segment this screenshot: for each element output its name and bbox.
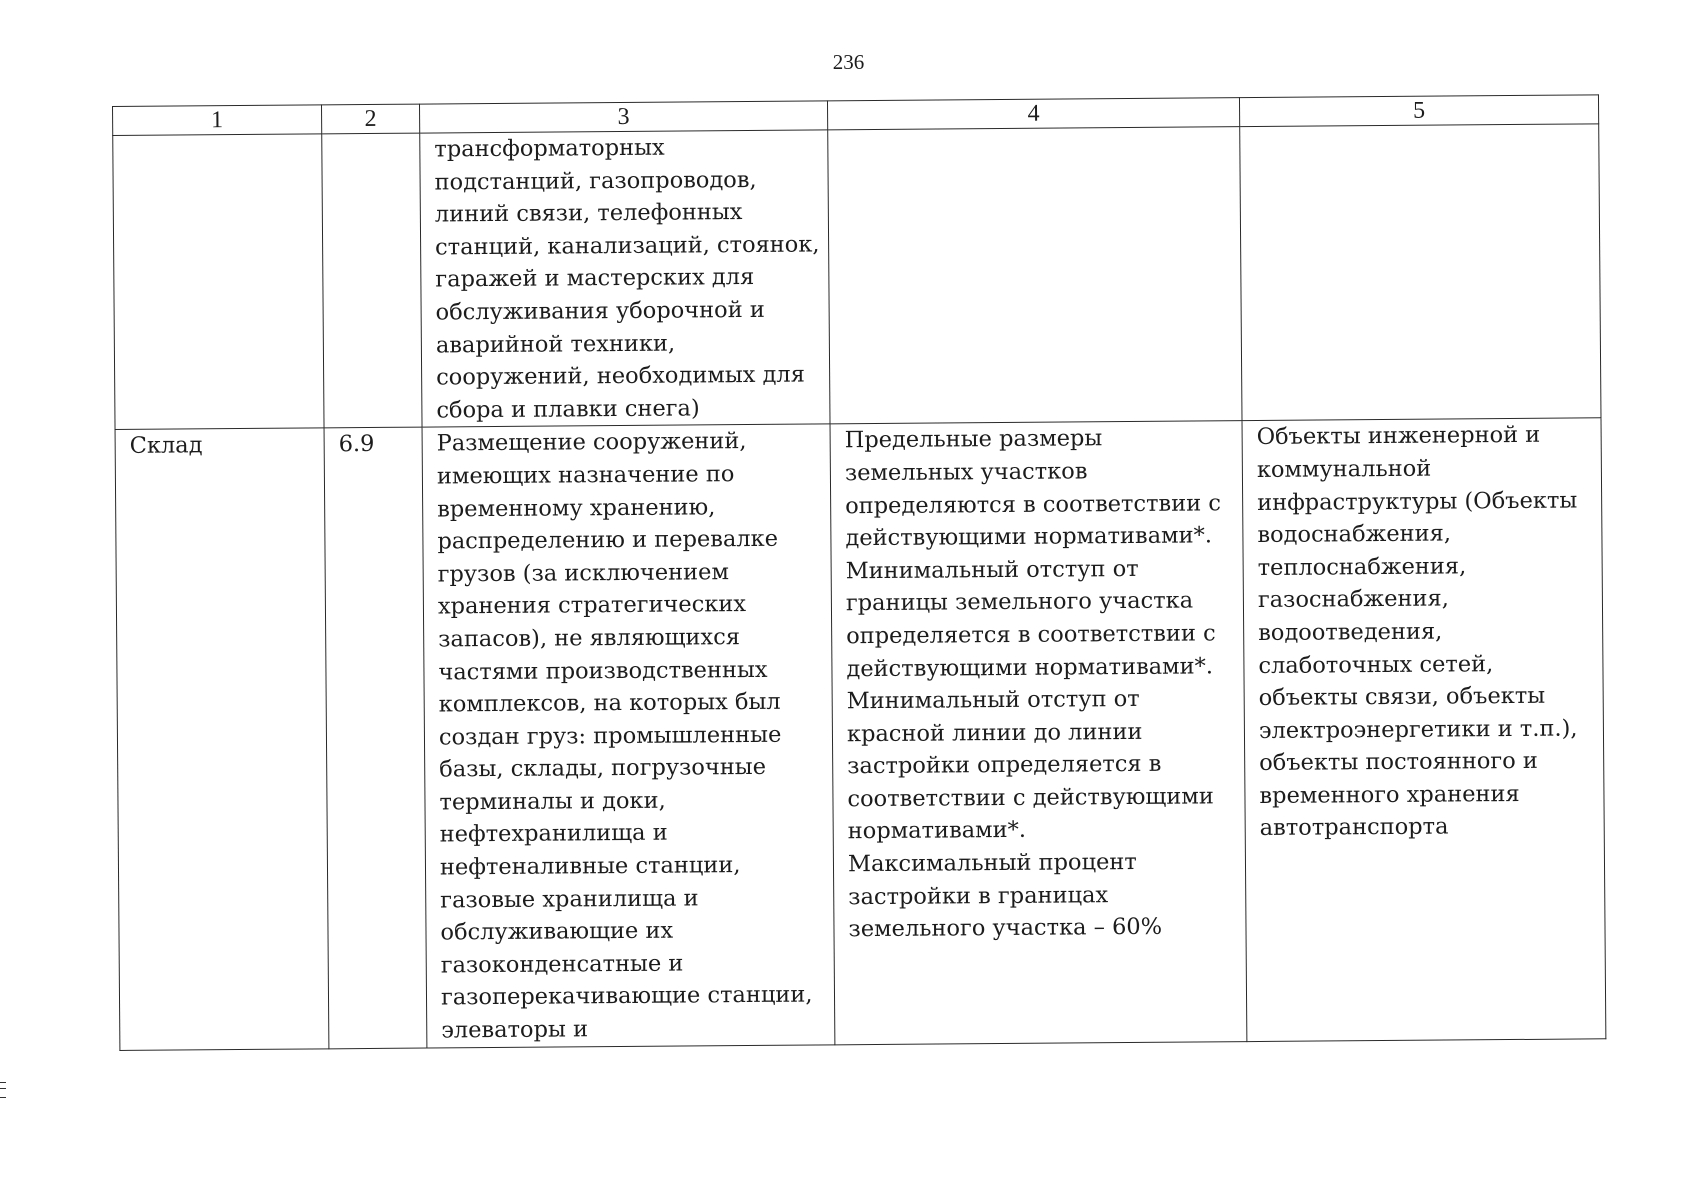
regulations-table (112, 94, 1606, 1051)
cell-continuation-col1 (113, 134, 324, 430)
header-col-3: 3 (419, 101, 827, 133)
cell-continuation-col4 (828, 127, 1242, 425)
cell-continuation-col2 (322, 133, 422, 428)
table-row-sklad (115, 418, 1606, 1051)
cell-use-code: 6.9 (324, 427, 427, 1049)
table-row-continuation (113, 124, 1601, 430)
cell-use-description: Размещение сооружений, имеющих назначение по временному хранению, распределению и перевалке грузов (за исключением хранения стратегических запасов), не являющихся частями производственных комплексов, на которых был создан груз: промышленные базы, склады, погрузочные терминалы и доки, нефтехранилища и нефтеналивные станции, газовые хранилища и обслуживающие их газоконденсатные и газоперекачивающие станции, элеваторы и (422, 424, 835, 1048)
header-col-2: 2 (321, 104, 419, 134)
cell-use-name: Склад (115, 428, 329, 1051)
cell-continuation-col5 (1240, 124, 1601, 421)
header-col-5: 5 (1239, 95, 1598, 127)
page-number: 236 (832, 50, 865, 74)
header-col-4: 4 (827, 98, 1239, 130)
header-col-1: 1 (113, 105, 322, 136)
cell-continuation-use-description: трансформаторных подстанций, газопроводов, линий связи, телефонных станций, канализаций, стоянок, гаражей и мастерских для обслуживания уборочной и аварийной техники, сооружений, необходимых для сбора и плавки снега) (420, 130, 830, 428)
margin-mark (0, 1082, 6, 1098)
cell-auxiliary-uses: Объекты инженерной и коммунальной инфраструктуры (Объекты водоснабжения, теплоснабжения, газоснабжения, водоотведения, слаботочных сетей, объекты связи, объекты электроэнергетики и т.п.), объекты постоянного и временного хранения автотранспорта (1242, 418, 1606, 1042)
cell-parameters: Предельные размеры земельных участков определяются в соответствии с действующими нормативами*. Минимальный отступ от границы земельного участка определяется в соответствии с действующими нормативами*. Минимальный отступ от красной линии до линии застройки определяется в соответствии с действующими нормативами*. Максимальный процент застройки в границах земельного участка – 60% (830, 421, 1247, 1045)
